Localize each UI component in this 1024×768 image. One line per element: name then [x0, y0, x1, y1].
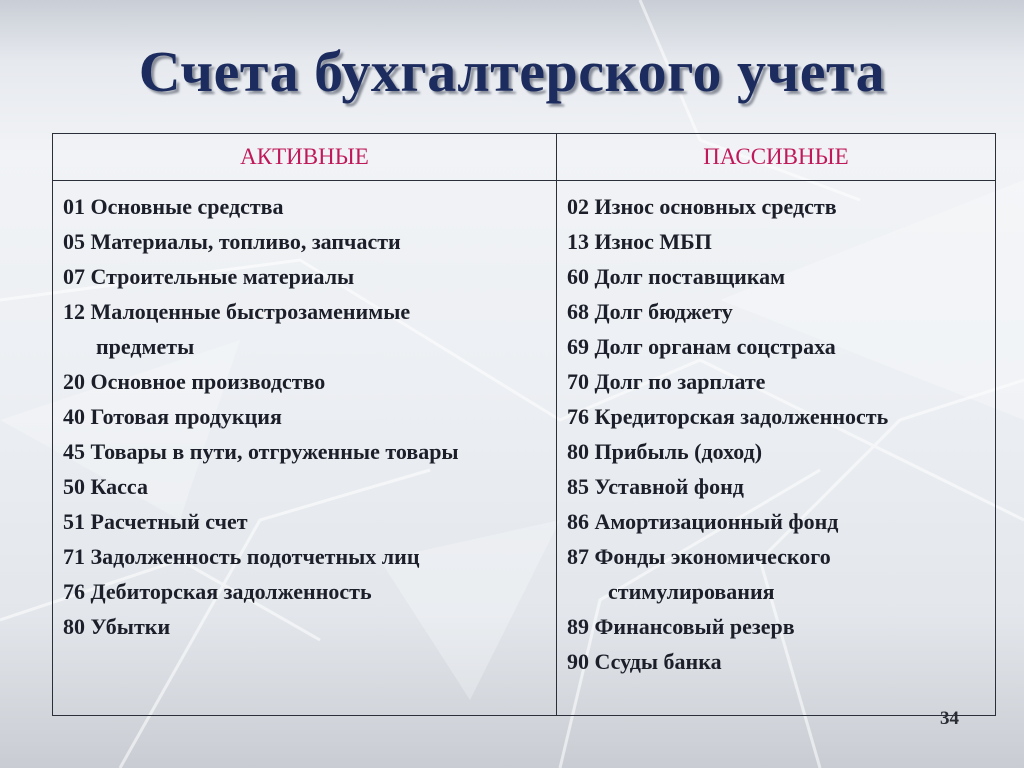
passive-item: 02 Износ основных средств [567, 194, 837, 219]
active-item: 20 Основное производство [63, 369, 326, 394]
passive-item: 89 Финансовый резерв [567, 614, 795, 639]
passive-item: 60 Долг поставщикам [567, 264, 786, 289]
table-body-row [53, 181, 996, 716]
active-item: 51 Расчетный счет [63, 509, 248, 534]
page-number: 34 [940, 708, 959, 729]
table-header-row [53, 134, 996, 181]
active-item: 71 Задолженность подотчетных лиц [63, 544, 420, 569]
passive-item: 70 Долг по зарплате [567, 369, 766, 394]
accounts-table [52, 133, 996, 716]
passive-accounts-cell [557, 181, 996, 716]
header-passive: ПАССИВНЫЕ [557, 134, 996, 181]
active-item: 45 Товары в пути, отгруженные товары [63, 439, 459, 464]
active-item: 12 Малоценные быстрозаменимые предметы [63, 299, 411, 359]
active-item: 07 Строительные материалы [63, 264, 355, 289]
active-item: 40 Готовая продукция [63, 404, 282, 429]
passive-item: 85 Уставной фонд [567, 474, 744, 499]
passive-item: 13 Износ МБП [567, 229, 712, 254]
passive-item: 87 Фонды экономического стимулирования [567, 544, 831, 604]
passive-item: 80 Прибыль (доход) [567, 439, 763, 464]
passive-item: 90 Ссуды банка [567, 649, 722, 674]
active-item: 80 Убытки [63, 614, 171, 639]
page-title: Счета бухгалтерского учета [138, 39, 886, 104]
passive-item: 68 Долг бюджету [567, 299, 733, 324]
active-item: 50 Касса [63, 474, 148, 499]
header-active: АКТИВНЫЕ [53, 134, 557, 181]
active-item: 01 Основные средства [63, 194, 284, 219]
passive-item: 76 Кредиторская задолженность [567, 404, 889, 429]
passive-item: 86 Амортизационный фонд [567, 509, 839, 534]
active-accounts-cell [53, 181, 557, 716]
active-item: 05 Материалы, топливо, запчасти [63, 229, 401, 254]
active-item: 76 Дебиторская задолженность [63, 579, 372, 604]
passive-item: 69 Долг органам соцстраха [567, 334, 836, 359]
